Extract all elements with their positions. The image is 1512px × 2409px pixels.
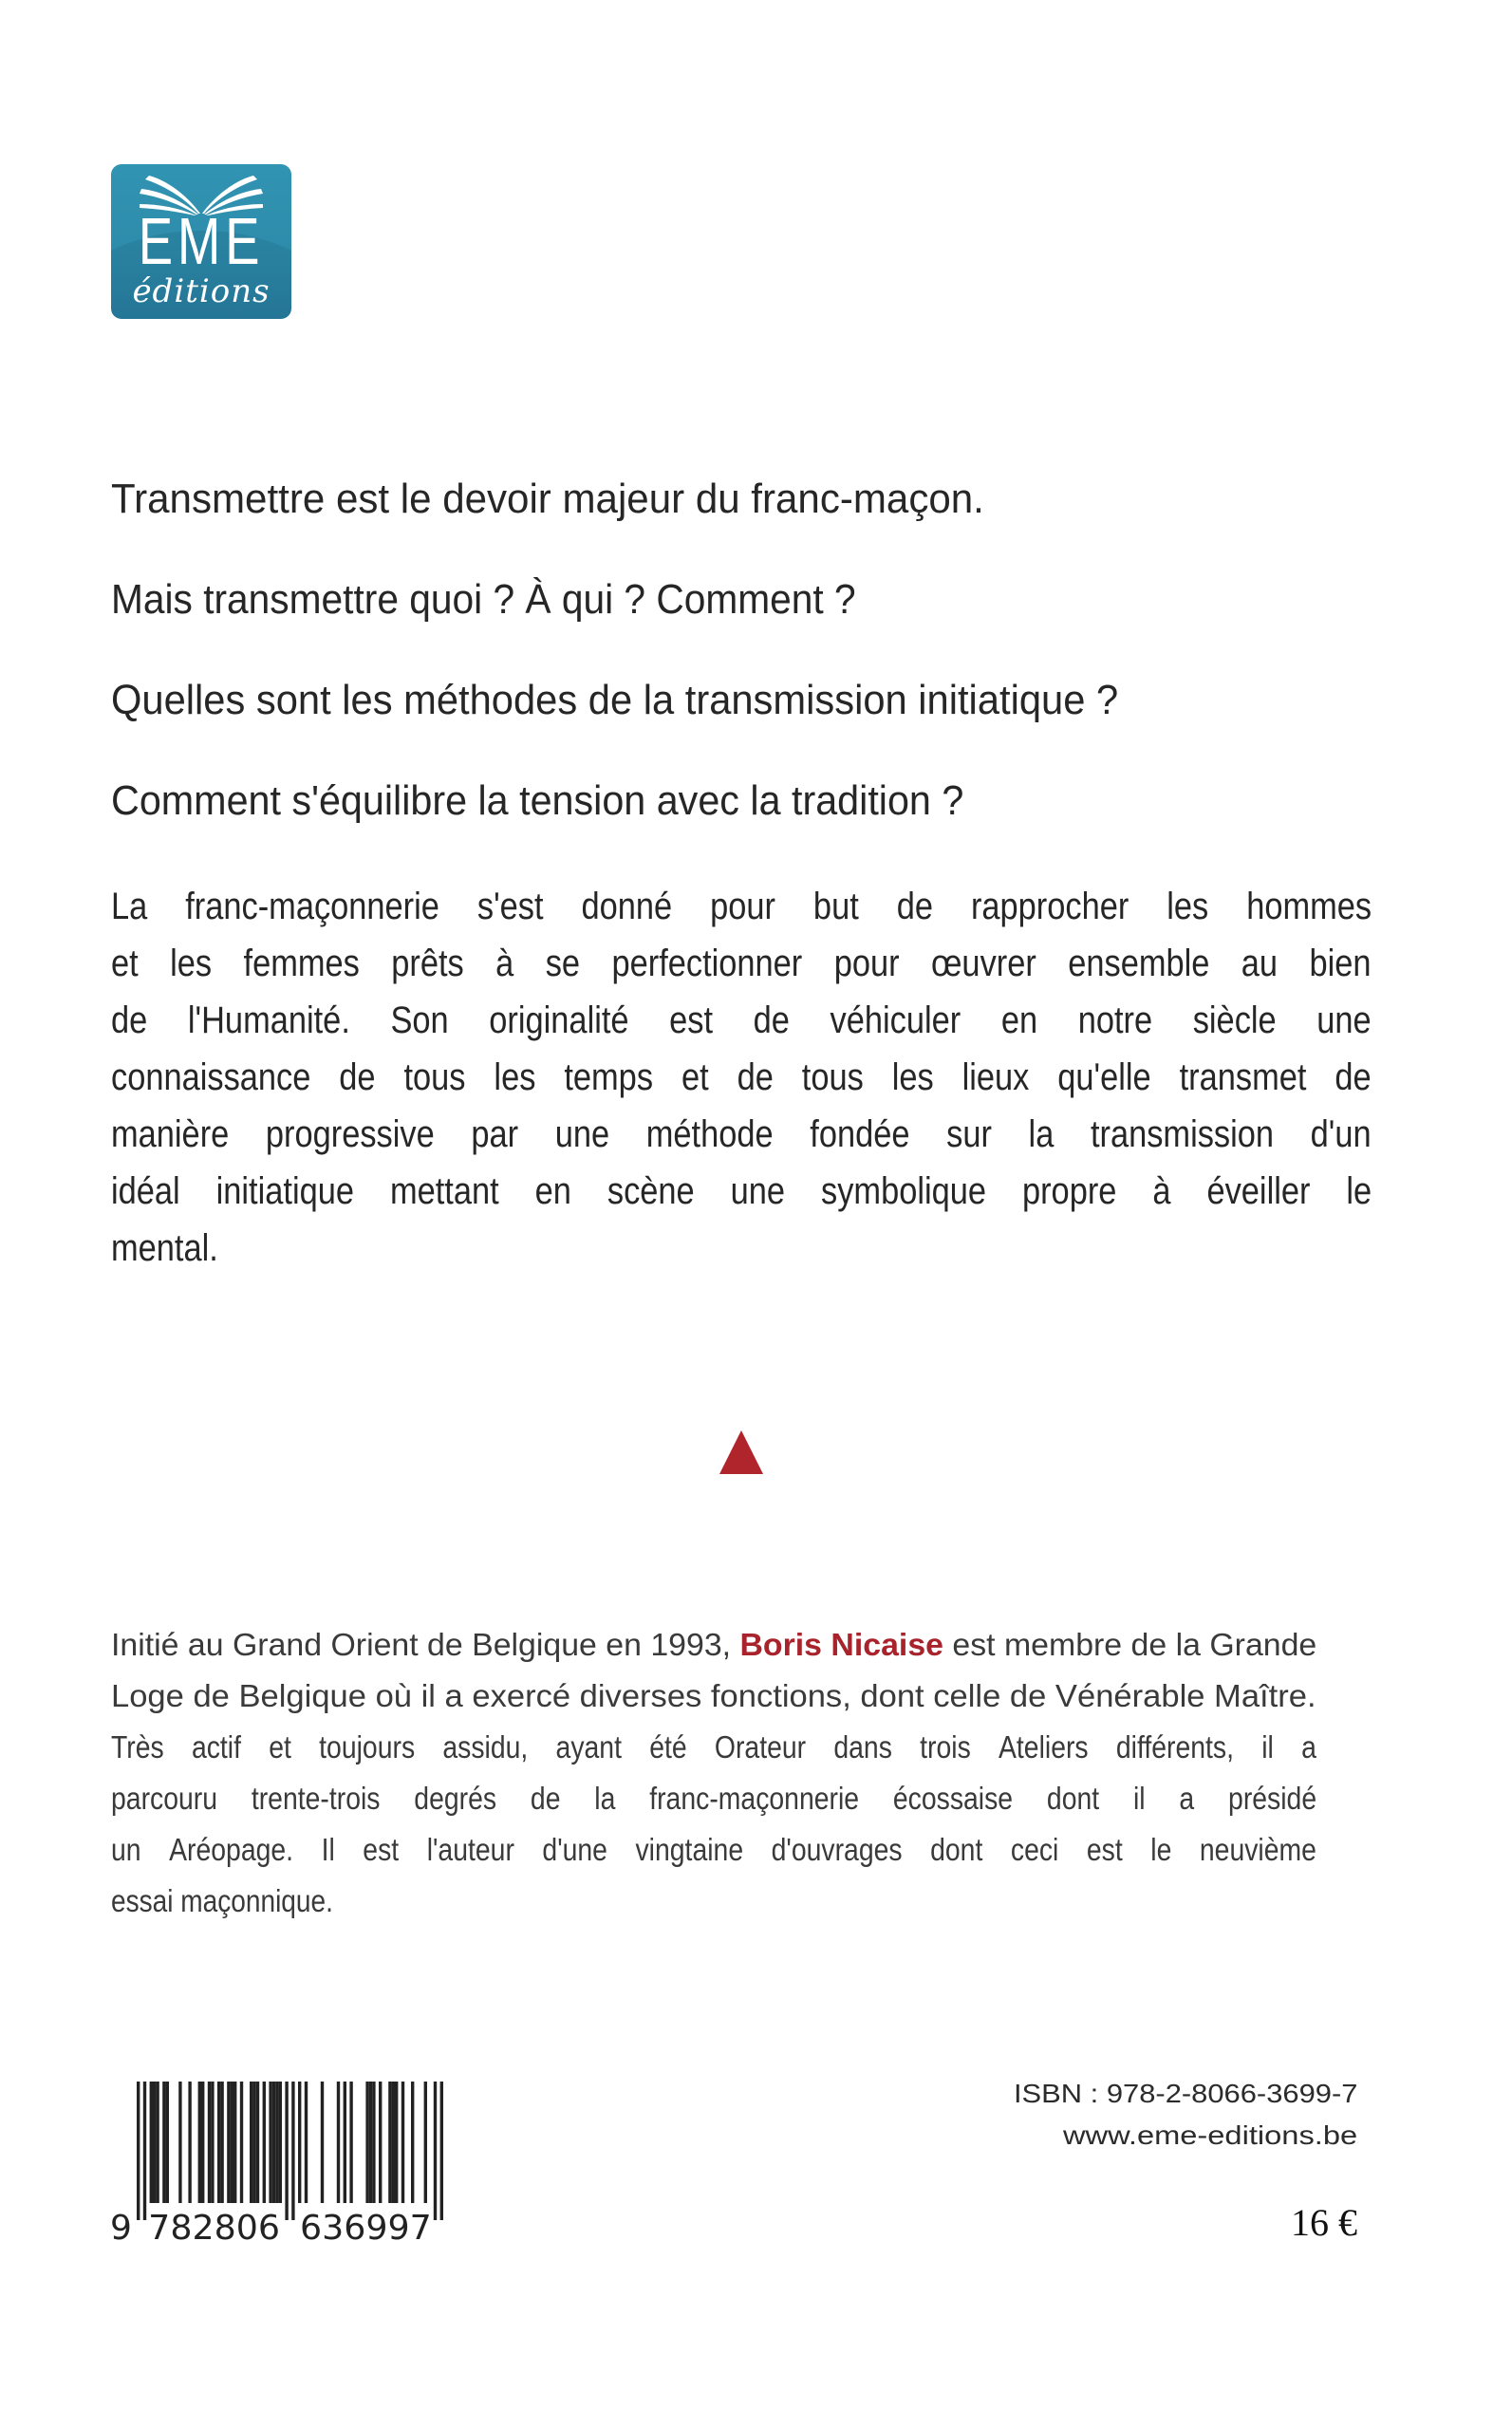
author-name: Boris Nicaise	[739, 1627, 943, 1662]
barcode-icon	[110, 2082, 463, 2243]
paragraph-line: mental.	[111, 1227, 218, 1269]
publisher-logo	[111, 164, 291, 319]
paragraph-line: de l'Humanité. Son originalité est de véhiculer en notre siècle une	[111, 999, 1372, 1041]
red-triangle-icon	[719, 1430, 763, 1474]
bio-line-1	[111, 1625, 1316, 1665]
isbn-number: ISBN : 978-2-8066-3699-7	[1013, 2079, 1357, 2108]
website-link[interactable]: www.eme-editions.be	[1062, 2120, 1357, 2150]
paragraph-line: manière progressive par une méthode fondée sur la transmission d'un	[111, 1113, 1372, 1155]
intro-line-2: Mais transmettre quoi ? À qui ? Comment ?	[111, 576, 856, 623]
paragraph-line: connaissance de tous les temps et de tous les lieux qu'elle transmet de	[111, 1056, 1372, 1098]
isbn-barcode	[110, 2082, 463, 2243]
bio-text: est membre de la Grande	[952, 1627, 1317, 1662]
bio-line: un Aréopage. Il est l'auteur d'une vingtaine d'ouvrages dont ceci est le neuvième	[111, 1832, 1316, 1867]
paragraph-line: idéal initiatique mettant en scène une symbolique propre à éveiller le	[111, 1170, 1372, 1212]
bio-line: essai maçonnique.	[111, 1883, 333, 1918]
bio-text: Initié au Grand Orient de Belgique en 1993,	[111, 1627, 732, 1662]
logo-eme-text: EME	[138, 204, 265, 278]
svg-text:782806: 782806	[148, 2209, 280, 2243]
logo-editions-text: éditions	[132, 272, 271, 310]
bio-line: Loge de Belgique où il a exercé diverses fonctions, dont celle de Vénérable Maître.	[111, 1678, 1316, 1713]
svg-text:9: 9	[110, 2209, 132, 2243]
bio-line: Très actif et toujours assidu, ayant été Orateur dans trois Ateliers différents, il a	[111, 1729, 1316, 1765]
price-label: 16 €	[1291, 2201, 1357, 2244]
intro-line-4: Comment s'équilibre la tension avec la tradition ?	[111, 777, 964, 824]
intro-line-1: Transmettre est le devoir majeur du franc-maçon.	[111, 476, 984, 522]
bio-line: parcouru trente-trois degrés de la franc-maçonnerie écossaise dont il a présidé	[111, 1781, 1317, 1816]
paragraph-line: et les femmes prêts à se perfectionner pour œuvrer ensemble au bien	[111, 943, 1372, 984]
intro-line-3: Quelles sont les méthodes de la transmission initiatique ?	[111, 677, 1119, 723]
paragraph-line: La franc-maçonnerie s'est donné pour but de rapprocher les hommes	[111, 886, 1372, 927]
svg-text:636997: 636997	[300, 2209, 432, 2243]
